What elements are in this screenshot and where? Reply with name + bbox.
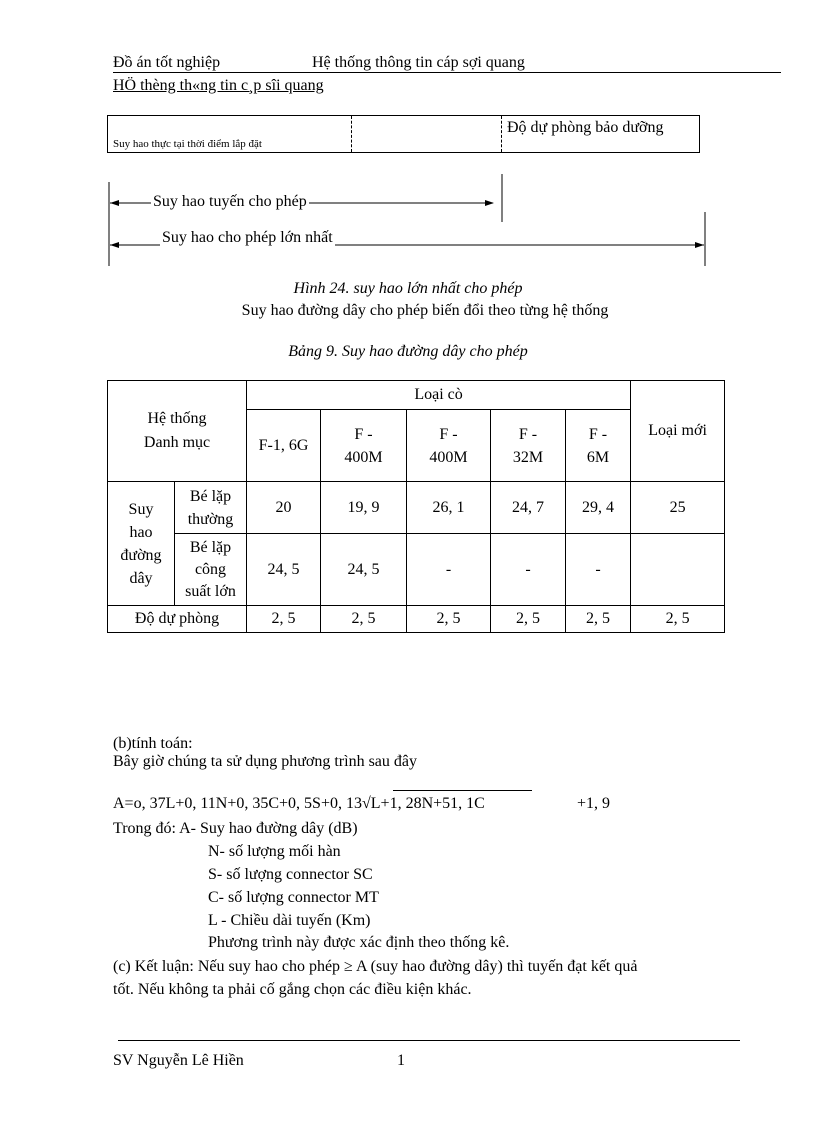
route-loss-label: Suy hao tuyến cho phép [153, 193, 307, 210]
loss-equation [113, 795, 485, 813]
table-corner-cell [108, 381, 247, 482]
table-caption: Bảng 9. Suy hao đường dây cho phép [288, 343, 528, 360]
column-header: F - 32M [491, 410, 566, 482]
corner-category-label: Danh mục [143, 434, 211, 451]
max-arrow-left-head [110, 242, 119, 248]
max-loss-label: Suy hao cho phép lớn nhất [162, 229, 333, 246]
conclusion-line-2: tốt. Nếu không ta phải cố gắng chọn các điều kiện khác. [113, 981, 472, 998]
table-cell: 26, 1 [407, 482, 491, 534]
page-header [113, 54, 781, 74]
column-header: F - 6M [566, 410, 631, 482]
calc-intro: Bây giờ chúng ta sử dụng phương trình sau đây [113, 753, 418, 770]
footer-rule [118, 1040, 740, 1041]
box-actual-label: Suy hao thực tại thời điểm lắp đặt [113, 138, 262, 150]
max-arrow-right-head [695, 242, 704, 248]
equation-radicand: L+1, 28N+51, 1C [370, 795, 485, 812]
row-label: Bé lặp thường [175, 482, 247, 534]
table-cell: 2, 5 [247, 606, 321, 633]
table-row [108, 534, 725, 606]
header-project: Đồ án tốt nghiệp [113, 54, 221, 71]
definition-item: S- số lượng connector SC [208, 866, 373, 883]
table-cell: 24, 5 [247, 534, 321, 606]
table-cell: 24, 7 [491, 482, 566, 534]
loss-arrow-diagram [100, 170, 720, 270]
column-header: F - 400M [321, 410, 407, 482]
conclusion-line-1: (c) Kết luận: Nếu suy hao cho phép ≥ A (suy hao đường dây) thì tuyến đạt kết quả [113, 958, 638, 975]
table-row [108, 482, 725, 534]
footer-author: SV Nguyễn Lê Hiền [113, 1052, 244, 1069]
definition-item: C- số lượng connector MT [208, 889, 379, 906]
table-cell: 19, 9 [321, 482, 407, 534]
header-title: Hệ thống thông tin cáp sợi quang [312, 54, 525, 71]
box-divider-2 [501, 116, 502, 152]
box-divider-1 [351, 116, 352, 152]
definition-item: N- số lượng mối hàn [208, 843, 341, 860]
new-type-header: Loại mới [631, 381, 725, 482]
column-header: F - 400M [407, 410, 491, 482]
table-cell: 20 [247, 482, 321, 534]
table-cell: - [566, 534, 631, 606]
table-cell: 2, 5 [491, 606, 566, 633]
figure-subcaption: Suy hao đường dây cho phép biến đổi theo từng hệ thống [241, 302, 609, 319]
definition-note: Phương trình này được xác định theo thống kê. [208, 934, 510, 951]
page-number: 1 [397, 1052, 405, 1069]
equation-main: A=o, 37L+0, 11N+0, 35C+0, 5S+0, 13 [113, 795, 362, 812]
calc-heading: (b)tính toán: [113, 735, 193, 752]
table-row-reserve [108, 606, 725, 633]
box-reserve-label: Độ dự phòng bảo dưỡng [507, 119, 664, 136]
table-cell: 29, 4 [566, 482, 631, 534]
row-group-label: Suy hao đường dây [108, 482, 175, 606]
column-header: F-1, 6G [247, 410, 321, 482]
row-label: Bé lặp công suất lớn [175, 534, 247, 606]
table-cell: - [407, 534, 491, 606]
figure-caption: Hình 24. suy hao lớn nhất cho phép [293, 280, 523, 297]
old-type-header: Loại cò [247, 381, 631, 410]
route-arrow-left-head [110, 200, 119, 206]
reserve-row-label: Độ dự phòng [108, 606, 247, 633]
corner-system-label: Hệ thống [147, 410, 207, 427]
header-underline [113, 72, 781, 73]
sqrt-overline [393, 790, 532, 791]
table-cell: - [491, 534, 566, 606]
route-arrow-right-head [485, 200, 494, 206]
table-cell: 2, 5 [407, 606, 491, 633]
definition-intro: Trong đó: A- Suy hao đường dây (dB) [113, 820, 358, 837]
equation-tail: +1, 9 [577, 795, 611, 812]
table-cell [631, 534, 725, 606]
table-cell: 2, 5 [566, 606, 631, 633]
table-cell: 2, 5 [631, 606, 725, 633]
sqrt-symbol: √ [361, 795, 371, 812]
definition-item: L - Chiều dài tuyến (Km) [208, 912, 371, 929]
table-header-row-1 [108, 381, 725, 410]
table-cell: 2, 5 [321, 606, 407, 633]
line-loss-table [107, 380, 725, 633]
table-cell: 24, 5 [321, 534, 407, 606]
table-cell: 25 [631, 482, 725, 534]
header-subtitle: HÖ thèng th«ng tin c¸p sîi quang [113, 77, 324, 94]
